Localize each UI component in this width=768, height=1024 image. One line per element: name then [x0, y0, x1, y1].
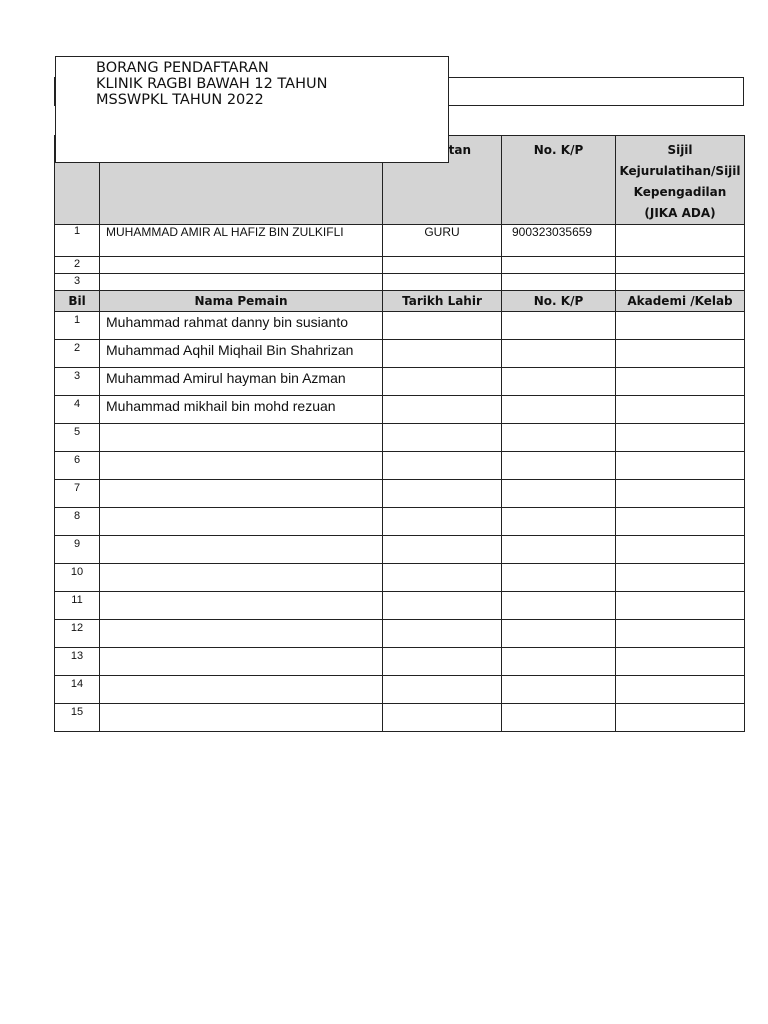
cert-header-line: (JIKA ADA) — [644, 206, 716, 220]
player-row — [55, 396, 745, 424]
player-nokp[interactable] — [502, 396, 616, 424]
player-row — [55, 704, 745, 732]
player-row — [55, 312, 745, 340]
player-bil: 12 — [55, 620, 100, 648]
staff-nokp[interactable] — [502, 274, 616, 291]
player-nokp[interactable] — [502, 676, 616, 704]
form-title-line-2: KLINIK RAGBI BAWAH 12 TAHUN — [96, 76, 328, 92]
player-dob[interactable] — [383, 508, 502, 536]
staff-bil: 3 — [55, 274, 100, 291]
player-dob[interactable] — [383, 676, 502, 704]
player-row — [55, 676, 745, 704]
player-name[interactable] — [100, 480, 383, 508]
form-title-line-1: BORANG PENDAFTARAN — [96, 60, 269, 76]
player-row — [55, 424, 745, 452]
player-bil: 6 — [55, 452, 100, 480]
player-header-nokp: No. K/P — [502, 291, 616, 312]
staff-row — [55, 257, 745, 274]
player-dob[interactable] — [383, 620, 502, 648]
player-nokp[interactable] — [502, 368, 616, 396]
player-row — [55, 536, 745, 564]
player-name[interactable] — [100, 508, 383, 536]
staff-bil: 2 — [55, 257, 100, 274]
player-club[interactable] — [616, 312, 745, 340]
staff-role[interactable] — [383, 274, 502, 291]
player-club[interactable] — [616, 480, 745, 508]
player-dob[interactable] — [383, 704, 502, 732]
staff-name[interactable] — [100, 257, 383, 274]
staff-role[interactable]: GURU — [383, 225, 502, 257]
player-name[interactable]: Muhammad Amirul hayman bin Azman — [100, 368, 383, 396]
player-club[interactable] — [616, 452, 745, 480]
player-name[interactable] — [100, 452, 383, 480]
staff-cert[interactable] — [616, 257, 745, 274]
player-club[interactable] — [616, 396, 745, 424]
player-dob[interactable] — [383, 452, 502, 480]
staff-nokp[interactable] — [502, 257, 616, 274]
player-row — [55, 368, 745, 396]
player-header-row — [55, 291, 745, 312]
player-bil: 5 — [55, 424, 100, 452]
player-nokp[interactable] — [502, 592, 616, 620]
player-club[interactable] — [616, 592, 745, 620]
player-dob[interactable] — [383, 340, 502, 368]
player-club[interactable] — [616, 424, 745, 452]
player-bil: 8 — [55, 508, 100, 536]
player-club[interactable] — [616, 704, 745, 732]
player-club[interactable] — [616, 564, 745, 592]
staff-row — [55, 225, 745, 257]
player-name[interactable]: Muhammad Aqhil Miqhail Bin Shahrizan — [100, 340, 383, 368]
player-nokp[interactable] — [502, 648, 616, 676]
player-bil: 14 — [55, 676, 100, 704]
player-name[interactable] — [100, 592, 383, 620]
player-nokp[interactable] — [502, 424, 616, 452]
staff-cert[interactable] — [616, 274, 745, 291]
player-name[interactable] — [100, 648, 383, 676]
player-bil: 1 — [55, 312, 100, 340]
player-club[interactable] — [616, 340, 745, 368]
player-row — [55, 564, 745, 592]
player-header-bil: Bil — [55, 291, 100, 312]
player-row — [55, 620, 745, 648]
player-bil: 13 — [55, 648, 100, 676]
player-bil: 15 — [55, 704, 100, 732]
player-club[interactable] — [616, 536, 745, 564]
cert-header-line: Kepengadilan — [633, 185, 727, 199]
staff-header-role: tan — [383, 136, 502, 225]
player-nokp[interactable] — [502, 312, 616, 340]
player-club[interactable] — [616, 648, 745, 676]
player-dob[interactable] — [383, 592, 502, 620]
staff-nokp[interactable]: 900323035659 — [502, 225, 616, 257]
player-nokp[interactable] — [502, 340, 616, 368]
player-club[interactable] — [616, 508, 745, 536]
player-dob[interactable] — [383, 424, 502, 452]
player-dob[interactable] — [383, 480, 502, 508]
player-bil: 3 — [55, 368, 100, 396]
form-title-line-3: MSSWPKL TAHUN 2022 — [96, 92, 264, 108]
player-dob[interactable] — [383, 368, 502, 396]
staff-cert[interactable] — [616, 225, 745, 257]
player-header-club: Akademi /Kelab — [616, 291, 745, 312]
player-dob[interactable] — [383, 536, 502, 564]
player-row — [55, 452, 745, 480]
player-bil: 4 — [55, 396, 100, 424]
player-nokp[interactable] — [502, 480, 616, 508]
player-nokp[interactable] — [502, 508, 616, 536]
player-name[interactable] — [100, 564, 383, 592]
player-bil: 11 — [55, 592, 100, 620]
player-bil: 7 — [55, 480, 100, 508]
player-row — [55, 592, 745, 620]
player-bil: 10 — [55, 564, 100, 592]
staff-role[interactable] — [383, 257, 502, 274]
player-row — [55, 508, 745, 536]
player-row — [55, 340, 745, 368]
player-row — [55, 480, 745, 508]
player-name[interactable] — [100, 536, 383, 564]
player-nokp[interactable] — [502, 620, 616, 648]
staff-header-nokp: No. K/P — [502, 136, 616, 225]
player-dob[interactable] — [383, 648, 502, 676]
player-nokp[interactable] — [502, 564, 616, 592]
player-name[interactable] — [100, 704, 383, 732]
staff-row — [55, 274, 745, 291]
player-dob[interactable] — [383, 312, 502, 340]
player-name[interactable] — [100, 620, 383, 648]
form-title-box — [55, 56, 449, 163]
staff-name[interactable]: MUHAMMAD AMIR AL HAFIZ BIN ZULKIFLI — [100, 225, 383, 257]
player-bil: 9 — [55, 536, 100, 564]
player-name[interactable]: Muhammad rahmat danny bin susianto — [100, 312, 383, 340]
player-dob[interactable] — [383, 396, 502, 424]
player-row — [55, 648, 745, 676]
player-club[interactable] — [616, 676, 745, 704]
player-name[interactable] — [100, 676, 383, 704]
cert-header-line: Sijil — [667, 143, 693, 157]
player-name[interactable]: Muhammad mikhail bin mohd rezuan — [100, 396, 383, 424]
staff-header-cert — [616, 136, 745, 225]
player-dob[interactable] — [383, 564, 502, 592]
registration-table — [54, 135, 744, 732]
player-nokp[interactable] — [502, 536, 616, 564]
player-name[interactable] — [100, 424, 383, 452]
player-nokp[interactable] — [502, 704, 616, 732]
staff-bil: 1 — [55, 225, 100, 257]
player-header-name: Nama Pemain — [100, 291, 383, 312]
player-bil: 2 — [55, 340, 100, 368]
cert-header-line: Kejurulatihan/Sijil — [619, 164, 741, 178]
player-club[interactable] — [616, 620, 745, 648]
player-club[interactable] — [616, 368, 745, 396]
player-nokp[interactable] — [502, 452, 616, 480]
player-header-dob: Tarikh Lahir — [383, 291, 502, 312]
staff-name[interactable] — [100, 274, 383, 291]
